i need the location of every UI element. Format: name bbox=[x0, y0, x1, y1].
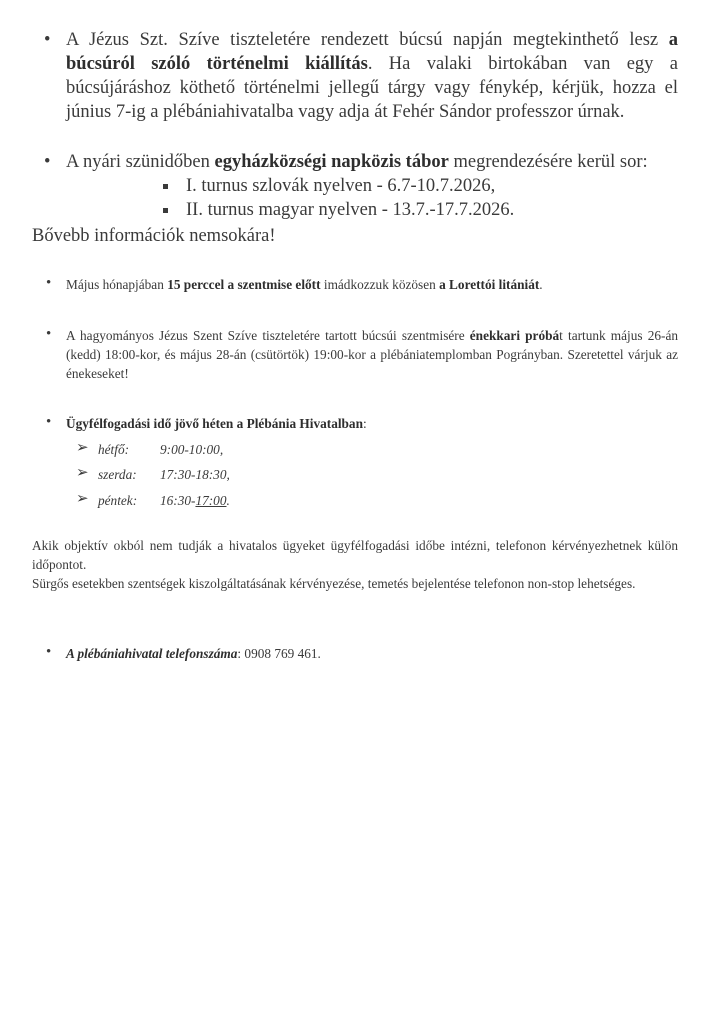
time-friday: 16:30-17:00. bbox=[160, 493, 230, 508]
bullet: • bbox=[44, 30, 51, 50]
square-bullet bbox=[163, 208, 168, 213]
camp-item-1: I. turnus szlovák nyelven - 6.7-10.7.2026, bbox=[186, 176, 496, 196]
more-info: Bővebb információk nemsokára! bbox=[32, 226, 276, 246]
camp-bold: egyházközségi napközis tábor bbox=[214, 152, 449, 172]
time-wednesday: 17:30-18:30, bbox=[160, 467, 230, 482]
phone-line bbox=[66, 644, 678, 663]
bullet: • bbox=[46, 644, 52, 660]
exhibition-notice: A Jézus Szt. Szíve tiszteletére rendezett búcsú napján megtekinthető lesz a búcsúról szóló történelmi kiállítás. Ha valaki birtokában van egy a búcsújáráshoz köthető történelmi jellegű tárgy vagy fénykép, kérjük, hozza el június 7-ig a plébániahivatalba vagy adja át Fehér Sándor professzor úrnak. bbox=[66, 30, 678, 122]
day-friday: péntek: bbox=[98, 493, 138, 508]
bullet: • bbox=[46, 275, 52, 291]
choir-notice: A hagyományos Jézus Szent Szíve tiszteletére tartott búcsúi szentmisére énekkari próbát tartunk május 26-án (kedd) 18:00-kor, és május 28-án (csütörtök) 19:00-kor a plébániatemplomban Pogrányban. Szeretettel várjuk az énekeseket! bbox=[66, 328, 678, 381]
bullet: • bbox=[46, 414, 52, 430]
arrow-icon: ➢ bbox=[76, 491, 89, 507]
day-wednesday: szerda: bbox=[98, 467, 137, 482]
day-monday: hétfő: bbox=[98, 442, 130, 457]
phone-label: A plébániahivatal telefonszáma bbox=[66, 646, 238, 661]
square-bullet bbox=[163, 184, 168, 189]
paragraph-appointments: Akik objektív okból nem tudják a hivatalos ügyeket ügyfélfogadási időbe intézni, telefonon kérvényezhetnek külön időpontot. bbox=[32, 538, 678, 572]
bullet: • bbox=[46, 326, 52, 342]
phone-number: : 0908 769 461. bbox=[237, 646, 321, 661]
bullet: • bbox=[44, 152, 51, 172]
office-hours-heading: Ügyfélfogadási idő jövő héten a Plébánia Hivatalban: bbox=[66, 416, 367, 431]
litany-notice: Május hónapjában 15 perccel a szentmise előtt imádkozzuk közösen a Lorettói litániát. bbox=[66, 277, 543, 292]
paragraph-urgent: Sürgős esetekben szentségek kiszolgáltatásának kérvényezése, temetés bejelentése telefonon non-stop lehetséges. bbox=[32, 576, 636, 591]
time-monday: 9:00-10:00, bbox=[160, 442, 224, 457]
camp-item-2: II. turnus magyar nyelven - 13.7.-17.7.2026. bbox=[186, 200, 515, 220]
arrow-icon: ➢ bbox=[76, 465, 89, 481]
arrow-icon: ➢ bbox=[76, 440, 89, 456]
exhibition-bold: a búcsúról szóló történelmi kiállítás bbox=[66, 30, 678, 74]
summer-camp-notice: A nyári szünidőben egyházközségi napközis tábor megrendezésére kerül sor: bbox=[66, 152, 648, 172]
